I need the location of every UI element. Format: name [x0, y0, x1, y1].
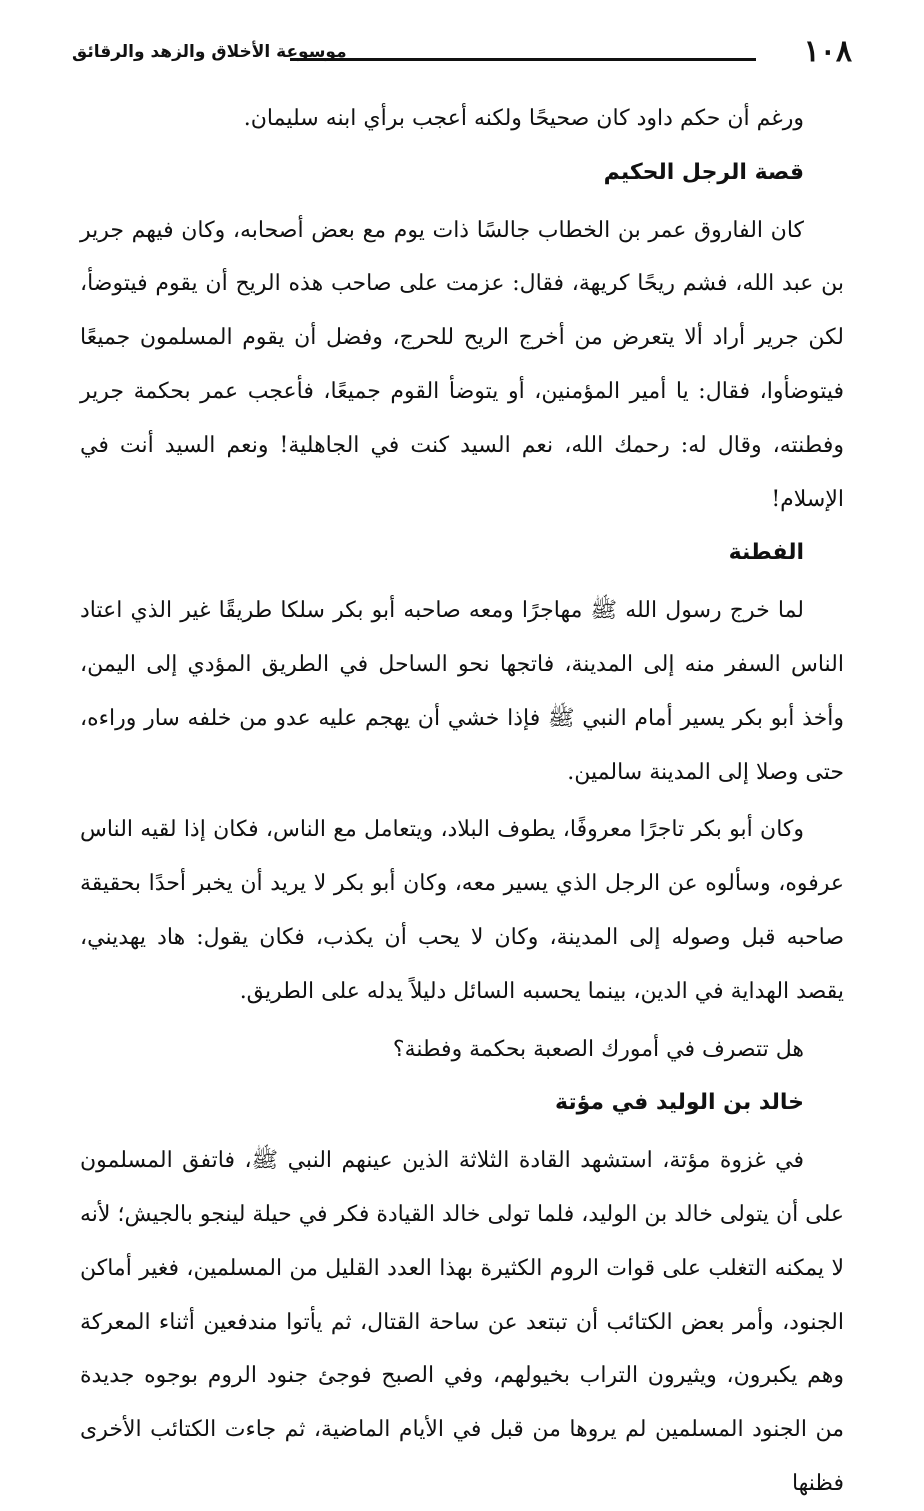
series-title: موسوعة الأخلاق والزهد والرقائق: [72, 42, 347, 62]
paragraph-question: هل تتصرف في أمورك الصعبة بحكمة وفطنة؟: [392, 1036, 804, 1062]
header-rule: [290, 58, 756, 61]
paragraph-abu-bakr: وكان أبو بكر تاجرًا معروفًا، يطوف البلاد، ويتعامل مع الناس، فكان إذا لقيه الناس عرفوه، وسألوه عن الرجل الذي يسير معه، وكان أبو بكر لا يريد أن يخبر أحدًا بحقيقة صاحبه قبل وصوله إلى المدينة، وكان لا يحب أن يكذب، فكان يقول: هاد يهديني، يقصد الهداية في الدين، بينما يحسبه السائل دليلاً يدله على الطريق.: [80, 817, 844, 1004]
heading-wise-man: قصة الرجل الحكيم: [603, 159, 804, 185]
page-number: ١٠٨: [803, 34, 852, 69]
page-body: [80, 92, 844, 1511]
paragraph-hijra: لما خرج رسول الله ﷺ مهاجرًا ومعه صاحبه أبو بكر سلكا طريقًا غير الذي اعتاد الناس السفر منه إلى المدينة، فاتجها نحو الساحل في الطريق المؤدي إلى اليمن، وأخذ أبو بكر يسير أمام النبي ﷺ فإذا خشي أن يهجم عليه عدو من خلفه سار وراءه، حتى وصلا إلى المدينة سالمين.: [80, 598, 844, 785]
paragraph-intro: ورغم أن حكم داود كان صحيحًا ولكنه أعجب برأي ابنه سليمان.: [243, 106, 804, 131]
running-header: [72, 32, 852, 72]
heading-intelligence: الفطنة: [728, 540, 804, 566]
paragraph-wise-man: كان الفاروق عمر بن الخطاب جالسًا ذات يوم مع بعض أصحابه، وكان فيهم جرير بن عبد الله، فشم ريحًا كريهة، فقال: عزمت على صاحب هذه الريح أن يقوم فيتوضأ، لكن جرير أراد ألا يتعرض من أخرج الريح للحرج، وفضل أن يقوم المسلمون جميعًا فيتوضأوا، فقال: يا أمير المؤمنين، أو يتوضأ القوم جميعًا، فأعجب عمر بحكمة جرير وفطنته، وقال له: رحمك الله، نعم السيد كنت في الجاهلية! ونعم السيد أنت في الإسلام!: [80, 217, 844, 512]
heading-khalid: خالد بن الوليد في مؤتة: [554, 1090, 804, 1116]
paragraph-khalid: في غزوة مؤتة، استشهد القادة الثلاثة الذين عينهم النبي ﷺ، فاتفق المسلمون على أن يتولى خالد بن الوليد، فلما تولى خالد القيادة فكر في حيلة لينجو بالجيش؛ لأنه لا يمكنه التغلب على قوات الروم الكثيرة بهذا العدد القليل من المسلمين، فغير أماكن الجنود، وأمر بعض الكتائب أن تبتعد عن ساحة القتال، ثم يأتوا مندفعين أثناء المعركة وهم يكبرون، ويثيرون التراب بخيولهم، وفي الصبح فوجئ جنود الروم بوجوه جديدة من الجنود المسلمين لم يروها من قبل في الأيام الماضية، ثم جاءت الكتائب الأخرى فظنها: [80, 1148, 845, 1496]
